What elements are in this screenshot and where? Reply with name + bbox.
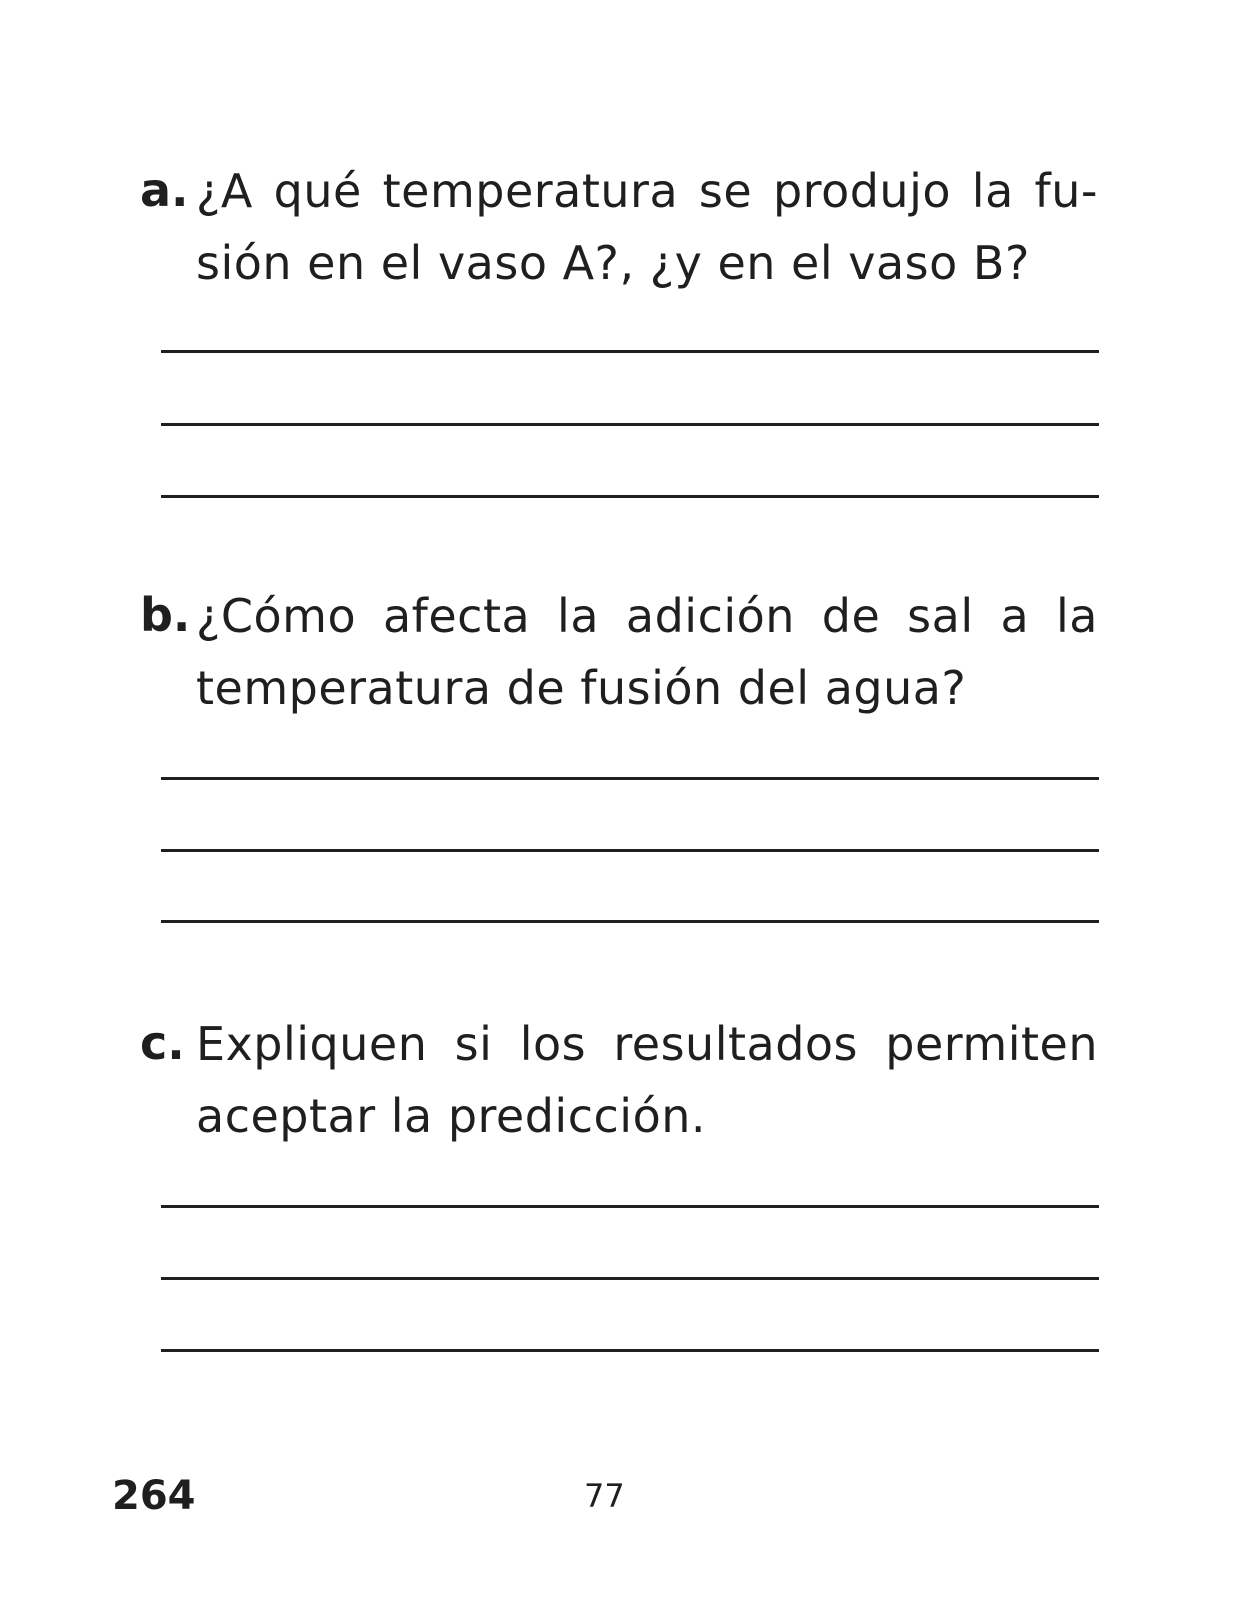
answer-line[interactable] [161,849,1099,852]
question-letter: c. [140,1016,185,1070]
question-line: Expliquen si los resultados permiten [196,1017,1098,1071]
answer-line[interactable] [161,1349,1099,1352]
question-letter: b. [140,588,191,642]
question-text [196,580,1098,724]
question-line: ¿Cómo afecta la adición de sal a la [196,589,1098,643]
question-line: sión en el vaso A?, ¿y en el vaso B? [196,236,1030,290]
answer-line[interactable] [161,777,1099,780]
question-letter: a. [140,163,189,217]
question-text [196,1008,1098,1152]
answer-line[interactable] [161,920,1099,923]
answer-line[interactable] [161,495,1099,498]
answer-line[interactable] [161,1205,1099,1208]
answer-line[interactable] [161,423,1099,426]
answer-line[interactable] [161,1277,1099,1280]
question-line: aceptar la predicción. [196,1089,706,1143]
book-page-number: 264 [112,1473,196,1519]
answer-line[interactable] [161,350,1099,353]
question-text [196,155,1098,299]
question-line: temperatura de fusión del agua? [196,661,967,715]
page-number: 77 [584,1477,625,1515]
question-line: ¿A qué temperatura se produjo la fu- [196,164,1098,218]
